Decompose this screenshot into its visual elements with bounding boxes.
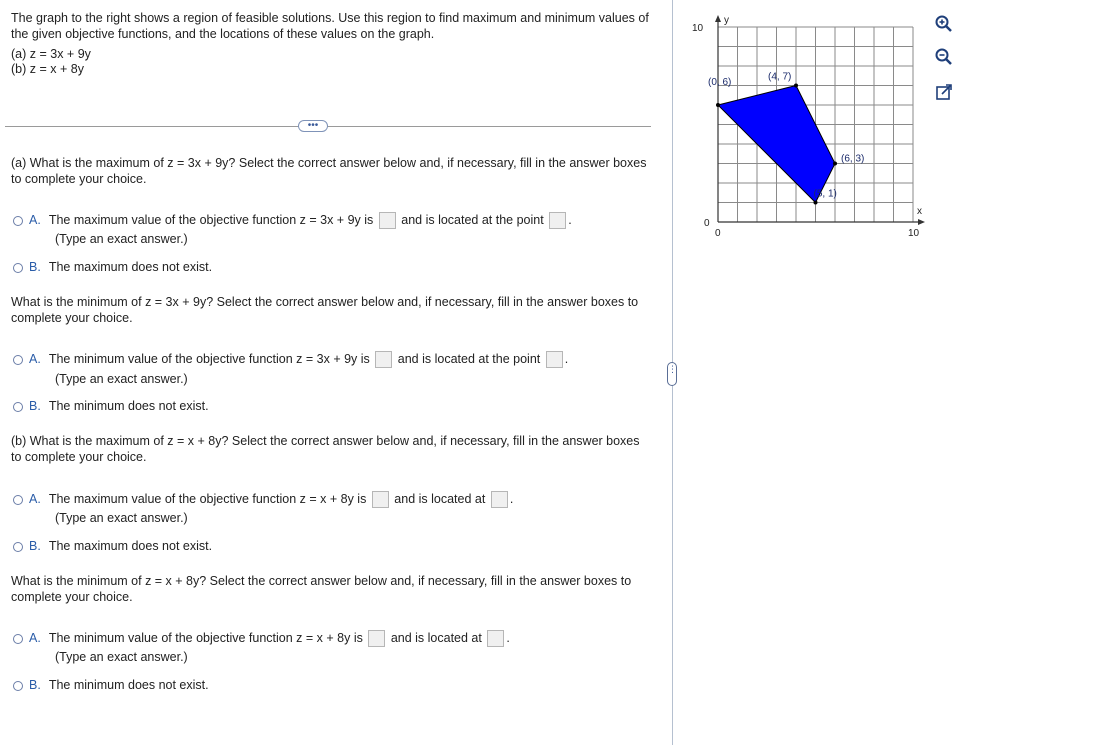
- question-b-max-option-a[interactable]: A. The maximum value of the objective function z = x + 8y is and is located at .: [13, 491, 653, 508]
- y-tick-label: 10: [692, 23, 704, 34]
- objective-function-a: (a) z = 3x + 9y: [11, 47, 91, 61]
- option-letter: B.: [29, 678, 41, 692]
- question-b-min-option-a[interactable]: A. The minimum value of the objective function z = x + 8y is and is located at .: [13, 630, 653, 647]
- answer-input-value[interactable]: [379, 212, 396, 229]
- zoom-in-icon: [934, 14, 954, 34]
- question-b-max-option-b[interactable]: [13, 538, 653, 554]
- hint-text: (Type an exact answer.): [55, 232, 188, 246]
- feasible-region-graph: [690, 10, 925, 240]
- option-letter: B.: [29, 399, 41, 413]
- radio-button[interactable]: [13, 495, 23, 505]
- question-a-max-option-a[interactable]: A. The maximum value of the objective function z = 3x + 9y is and is located at the point .: [13, 212, 653, 229]
- radio-button[interactable]: [13, 634, 23, 644]
- question-a-min-option-a[interactable]: A. The minimum value of the objective function z = 3x + 9y is and is located at the point .: [13, 351, 653, 368]
- option-letter: B.: [29, 260, 41, 274]
- question-a-min-prompt: What is the minimum of z = 3x + 9y? Select the correct answer below and, if necessary, fill in the answer boxes to complete your choice.: [11, 295, 639, 325]
- x-axis-arrow: [918, 219, 925, 225]
- option-letter: B.: [29, 539, 41, 553]
- answer-input-value[interactable]: [368, 630, 385, 647]
- question-a-max-option-b[interactable]: [13, 259, 653, 275]
- option-text: The maximum value of the objective function z = x + 8y is: [48, 492, 367, 506]
- option-letter: A.: [29, 631, 41, 645]
- x-axis-label: x: [917, 206, 922, 217]
- answer-input-point[interactable]: [487, 630, 504, 647]
- radio-button[interactable]: [13, 402, 23, 412]
- option-mid-text: and is located at: [390, 631, 482, 645]
- vertex-point: [814, 201, 818, 205]
- problem-intro: [11, 10, 651, 77]
- external-window-icon: [934, 82, 954, 102]
- option-text: The maximum does not exist.: [48, 260, 213, 274]
- answer-input-point[interactable]: [546, 351, 563, 368]
- zoom-out-button[interactable]: [934, 47, 954, 67]
- question-a-max-prompt: (a) What is the maximum of z = 3x + 9y? Select the correct answer below and, if necessary, fill in the answer boxes to complete your choice.: [11, 156, 647, 186]
- option-text: The minimum value of the objective function z = 3x + 9y is: [48, 352, 370, 366]
- intro-text: The graph to the right shows a region of feasible solutions. Use this region to find maximum and minimum values of the given objective functions, and the locations of these values on the graph.: [11, 11, 649, 41]
- expand-more-button[interactable]: •••: [298, 120, 328, 132]
- radio-button[interactable]: [13, 216, 23, 226]
- answer-input-value[interactable]: [372, 491, 389, 508]
- x-tick-label: 10: [908, 228, 920, 239]
- radio-button[interactable]: [13, 263, 23, 273]
- radio-button[interactable]: [13, 542, 23, 552]
- option-letter: A.: [29, 213, 41, 227]
- option-text: The minimum value of the objective function z = x + 8y is: [48, 631, 363, 645]
- vertex-point: [833, 162, 837, 166]
- radio-button[interactable]: [13, 681, 23, 691]
- vertex-point: [794, 84, 798, 88]
- option-mid-text: and is located at the point: [401, 213, 544, 227]
- answer-input-point[interactable]: [549, 212, 566, 229]
- vertex-label: (5, 1): [813, 188, 837, 200]
- radio-button[interactable]: [13, 355, 23, 365]
- hint-text: (Type an exact answer.): [55, 372, 188, 386]
- zoom-in-button[interactable]: [934, 14, 954, 34]
- option-letter: A.: [29, 352, 41, 366]
- question-b-min-option-b[interactable]: [13, 677, 653, 693]
- vertex-point: [716, 103, 720, 107]
- popout-button[interactable]: [934, 82, 954, 102]
- answer-input-point[interactable]: [491, 491, 508, 508]
- option-mid-text: and is located at: [394, 492, 486, 506]
- option-text: The minimum does not exist.: [48, 678, 209, 692]
- y-axis-arrow: [715, 15, 721, 22]
- section-divider: [5, 126, 651, 127]
- splitter-drag-handle[interactable]: ⋮: [667, 362, 677, 386]
- vertex-label: (0, 6): [708, 77, 732, 88]
- vertex-label: (4, 7): [768, 71, 792, 83]
- y-axis-label: y: [724, 15, 729, 26]
- hint-text: (Type an exact answer.): [55, 511, 188, 525]
- option-text: The minimum does not exist.: [48, 399, 209, 413]
- option-letter: A.: [29, 492, 41, 506]
- option-text: The maximum does not exist.: [48, 539, 213, 553]
- x-tick-label: 0: [715, 228, 721, 239]
- objective-function-b: (b) z = x + 8y: [11, 62, 84, 76]
- question-a-min-option-b[interactable]: [13, 398, 653, 414]
- question-b-max-prompt: (b) What is the maximum of z = x + 8y? Select the correct answer below and, if necessary, fill in the answer boxes to complete your choice.: [11, 434, 640, 464]
- answer-input-value[interactable]: [375, 351, 392, 368]
- y-tick-label: 0: [704, 218, 710, 229]
- option-text: The maximum value of the objective function z = 3x + 9y is: [48, 213, 374, 227]
- zoom-out-icon: [934, 47, 954, 67]
- hint-text: (Type an exact answer.): [55, 650, 188, 664]
- question-b-min-prompt: What is the minimum of z = x + 8y? Select the correct answer below and, if necessary, fill in the answer boxes to complete your choice.: [11, 574, 632, 604]
- objective-function-list: [11, 47, 651, 77]
- vertex-label: (6, 3): [841, 153, 865, 165]
- option-mid-text: and is located at the point: [397, 352, 541, 366]
